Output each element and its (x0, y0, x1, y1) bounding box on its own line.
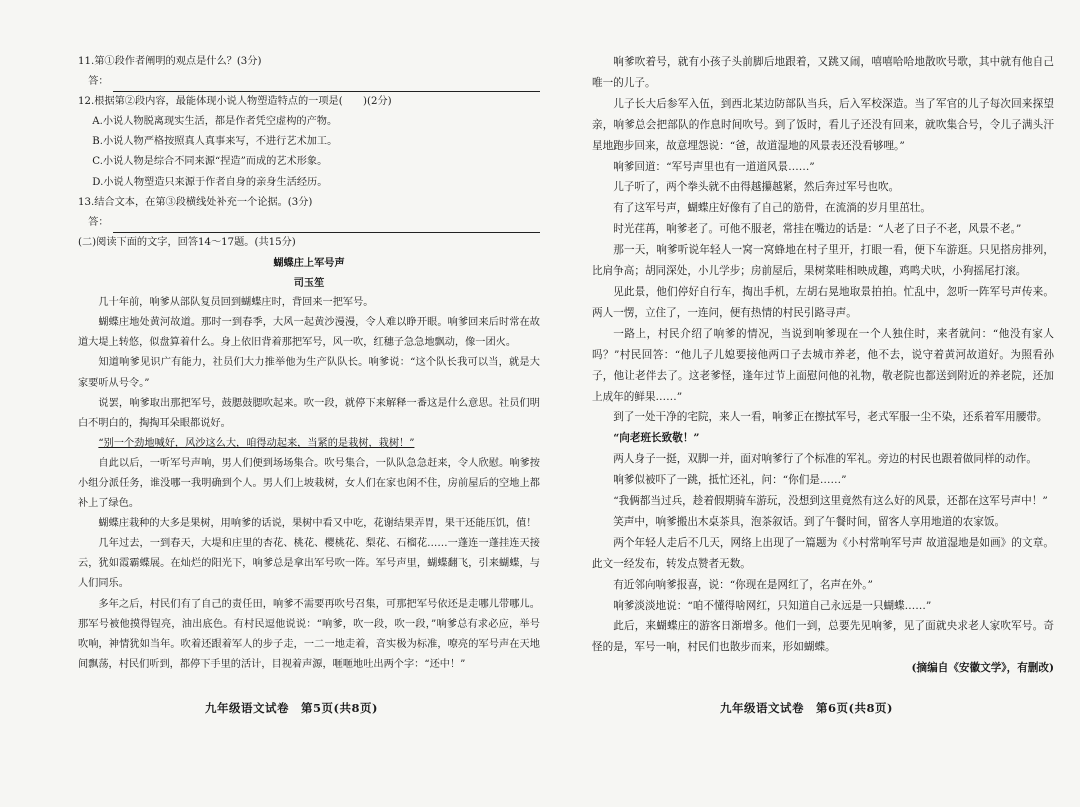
paragraph: 时光荏苒，响爹老了。可他不服老，常挂在嘴边的话是：“人老了日子不老，风景不老。” (613, 223, 1022, 236)
q13-answer-line (78, 213, 540, 233)
question-12: 12.根据第②段内容，最能体现小说人物塑造特点的一项是( )(2分) (78, 96, 392, 108)
paragraph: 一路上，村民介绍了响爹的情况，当说到响爹现在一个人独住时，来者就问：“他没有家人吗？”村民回答：“他儿子儿媳要接他两口子去城市养老，他不去，说守着黄河故道好。为照看孙子，他让老伴去了。这老爹怪，逢年过节上面慰问他的礼物，敬老院也都送到附近的养老院，还加上成年的鲜果……” (592, 327, 1054, 403)
paragraph: 几十年前，响爹从部队复员回到蝴蝶庄时，背回来一把军号。 (98, 297, 374, 309)
paragraph: 多年之后，村民们有了自己的责任田，响爹不需要再吹号召集，可那把军号依还是走哪儿带哪儿。那军号被他摸得锃亮，油出底色。有村民逗他说说：“响爹，吹一段，吹一段，”响爹总有求必应，举号吹响，神情犹如当年。吹着还跟着军人的步子走，一二一地走着，音实极为标准，嘹亮的军号声在天地间飘荡，村民们听到，都停下手里的活计，目视着声源，咂咂地吐出两个字：“还中！” (78, 598, 540, 670)
paragraph: “我俩都当过兵，趁着假期骑车游玩，没想到这里竟然有这么好的风景，还都在这军号声中！” (613, 495, 1048, 508)
paragraph: 说罢，响爹取出那把军号，鼓腮鼓腮吹起来。吹一段，就停下来解释一番这是什么意思。社员们明白不明白的，掏掏耳朵眼都说好。 (78, 397, 540, 429)
paragraph: 儿子听了，两个拳头就不由得越攥越紧，然后奔过军号也吹。 (613, 181, 900, 194)
q12-option-d: D.小说人物塑造只来源于作者自身的亲身生活经历。 (92, 176, 328, 188)
page-5-footer: 九年级语文试卷 第5页(共8页) (205, 701, 378, 715)
paragraph: 有近邻向响爹报喜，说：“你现在是网红了，名声在外。” (613, 578, 873, 591)
paragraph: 有了这军号声，蝴蝶庄好像有了自己的筋骨，在流淌的岁月里茁壮。 (613, 202, 931, 215)
paragraph: 见此景，他们停好自行车，掏出手机，左胡右晃地取景拍拍。忙乱中，忽听一阵军号声传来。两人一愣，立住了，一连问，便有热情的村民引路寻声。 (592, 285, 1054, 319)
paragraph: 响爹似被吓了一跳，抵忙还礼，问：“你们是……” (613, 474, 847, 487)
page-6 (592, 52, 1054, 679)
paragraph: 蝴蝶庄地处黄河故道。那时一到春季，大风一起黄沙漫漫，令人难以睁开眼。响爹回来后时常在故道大堤上转悠，似盘算着什么。身上依旧背着那把军号，风一吹，红穗子急急地飘动，像一团火。 (78, 317, 540, 349)
paragraph: 两人身子一挺，双脚一并，面对响爹行了个标准的军礼。旁边的村民也跟着做同样的动作。 (613, 453, 1037, 466)
q12-option-c: C.小说人物是综合不同来源“捏造”而成的艺术形象。 (92, 156, 328, 168)
paragraph: 知道响爹见识广有能力，社员们大力推举他为生产队队长。响爹说：“这个队长我可以当，就是大家要听从号令。” (78, 357, 540, 389)
page-5 (78, 52, 540, 675)
answer-rule (113, 218, 540, 233)
paragraph: 此后，来蝴蝶庄的游客日渐增多。他们一到，总要先见响爹，见了面就央求老人家吹军号。奇怪的是，军号一响，村民们也散步而来，形如蝴蝶。 (592, 620, 1054, 654)
q12-option-b: B.小说人物严格按照真人真事来写，不进行艺术加工。 (92, 136, 338, 148)
answer-label: 答： (88, 216, 109, 228)
paragraph: 笑声中，响爹搬出木桌茶具，泡茶叙话。到了午餐时间，留客人享用地道的农家饭。 (613, 515, 1006, 528)
question-13: 13.结合文本，在第③段横线处补充一个论据。(3分) (78, 196, 313, 208)
story-author: 司玉笙 (293, 277, 325, 290)
paragraph: 两个年轻人走后不几天，网络上出现了一篇题为《小村常响军号声 故道湿地是如画》的文章。此文一经发布，转发点赞者无数。 (592, 536, 1054, 570)
answer-label: 答： (88, 76, 109, 88)
paragraph: 自此以后，一听军号声响，男人们便到场场集合。吹号集合，一队队急急赶来，令人欣慰。响爹按小组分派任务，谁没哪一我明确到个人。男人们上坡栽树，女人们在家也闲不住，房前屋后的空地上都补上了绿色。 (78, 457, 540, 510)
paragraph: 那一天，响爹听说年轻人一窝一窝蜂地在村子里开，打眼一看，便下车游逛。只见搭房排列，比肩争高；胡同深处，小儿学步；房前屋后，果树菜畦相映成趣，鸡鸣犬吠，小狗摇尾打滚。 (592, 244, 1054, 278)
page-6-footer: 九年级语文试卷 第6页(共8页) (720, 701, 893, 715)
q11-answer-line (78, 72, 540, 92)
section-2-heading: (二)阅读下面的文字，回答14～17题。(共15分) (78, 236, 296, 248)
paragraph-underlined: “别一个劲地喊好，风沙这么大，咱得动起来，当紧的是栽树，栽树！” (98, 437, 415, 449)
paragraph: 响爹回道：“军号声里也有一道道风景……” (613, 160, 815, 173)
paragraph: 响爹吹着号，就有小孩子头前脚后地跟着，又跳又闹，嘻嘻哈哈地散吹号歌，其中就有他自己唯一的儿子。 (592, 56, 1054, 89)
paragraph: 蝴蝶庄栽种的大多是果树，用响爹的话说，果树中看又中吃，花谢结果弄胃，果干还能压饥，值！ (98, 518, 537, 530)
paragraph: “向老班长致敬！” (613, 432, 700, 445)
q12-option-a: A.小说人物脱离现实生活，都是作者凭空虚构的产物。 (92, 116, 338, 128)
paragraph: 几年过去，一到春天，大堤和庄里的杏花、桃花、樱桃花、梨花、石榴花……一蓬连一蓬挂连天接云，犹如霞霸蝶展。在灿烂的阳光下，响爹总是拿出军号吹一阵。军号声里，蝴蝶翻飞，引来蝴蝶，与人们同乐。 (78, 538, 540, 590)
paragraph: 响爹淡淡地说：“咱不懂得啥网红，只知道自己永远是一只蝴蝶……” (613, 599, 932, 612)
story-title: 蝴蝶庄上军号声 (273, 256, 345, 269)
paragraph: 儿子长大后参军入伍，到西北某边防部队当兵，后入军校深造。当了军官的儿子每次回来探望亲，响爹总会把部队的作息时间吹号。到了饭时，看儿子还没有回来，就吹集合号，令儿子满头汗星地跑步回来，故意埋怨说：“爸，故道湿地的风景表还没看够哩。” (592, 97, 1054, 152)
question-11: 11.第①段作者阐明的观点是什么？(3分) (78, 56, 262, 67)
answer-rule (113, 77, 540, 92)
source-note: (摘编自《安徽文学》，有删改) (911, 662, 1054, 675)
paragraph: 到了一处干净的宅院，来人一看，响爹正在擦拭军号，老式军服一尘不染，还系着军用腰带。 (613, 411, 1048, 424)
